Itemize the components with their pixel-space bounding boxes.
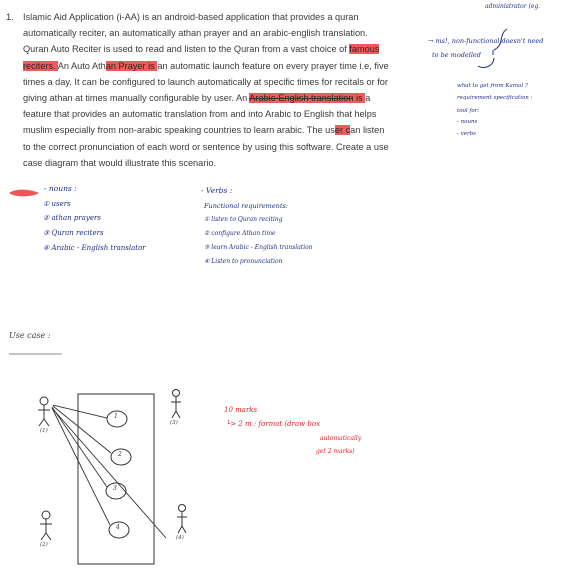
actor-1-label: (1) <box>40 428 48 434</box>
note-req-line1: what to get from Kamal ? <box>457 83 528 89</box>
highlighted-text: is <box>353 93 366 104</box>
use-case-3-label: 3 <box>113 485 117 492</box>
question-text-segment: case diagram that would illustrate this scenario. <box>23 157 217 168</box>
question-text-segment: automatically reciter, an automatically athan prayer and an arabic-english translation. <box>23 28 368 39</box>
noun-item-3: ③ Quran reciters <box>43 229 104 237</box>
verb-item-4: ④ Listen to pronunciation <box>204 258 283 265</box>
highlighted-text: Arabic-English translation <box>249 93 354 104</box>
verb-item-3: ③ learn Arabic - English translation <box>204 244 313 251</box>
note-actor-line1: → ms!, non-functional doesn't need <box>428 37 544 45</box>
verbs-subheading: Functional requirements: <box>204 202 289 210</box>
note-req-line2: requirement specification : <box>457 95 533 101</box>
use-case-2-label: 2 <box>118 451 122 458</box>
marks-line2: automatically <box>320 435 362 442</box>
use-case-4-label: 4 <box>116 524 120 531</box>
nouns-heading: - nouns : <box>44 184 77 193</box>
note-req-bullet1: - nouns <box>457 119 478 125</box>
question-text-segment: muslim especially from non-arabic speaking countries to learn arabic. The us <box>23 125 335 136</box>
question-text-segment: times a day. It can be configured to launch automatically at specific times for recitals or for <box>23 76 388 87</box>
question-text-segment: to the correct pronunciation of each word or sentence by using this software. Create a use <box>23 141 389 152</box>
question-text-segment: Islamic Aid Application (i-AA) is an android-based application that provides a quran <box>23 12 359 22</box>
marks-total: 10 marks <box>224 406 258 414</box>
actor-2-label: (2) <box>40 542 48 548</box>
association-lines <box>52 405 166 538</box>
actor-4-label: (4) <box>176 535 184 541</box>
marks-line3: get 2 marks) <box>316 448 355 455</box>
highlighted-text: an Prayer is <box>105 60 158 71</box>
question-number: 1. <box>6 12 14 22</box>
actor-4-figure <box>177 505 187 534</box>
noun-item-4: ④ Arabic - English translator <box>43 244 146 252</box>
use-case-1-label: 1 <box>114 413 118 420</box>
noun-item-2: ② athan prayers <box>43 214 101 222</box>
note-top-right: administrator (eg. <box>485 3 541 10</box>
use-case-label: Use case : <box>9 331 51 340</box>
question-text-segment: a <box>365 93 371 104</box>
note-actor-line2: to be modelled <box>432 51 481 59</box>
question-text-segment: An Auto Ath <box>57 60 106 71</box>
question-text-segment: feature that provides an automatic translation from and into Arabic to English that helps <box>23 109 377 120</box>
hook-mark <box>478 58 494 67</box>
question-text-segment: Quran Auto Reciter is used to read and listen to the Quran from a vast choice of <box>23 44 350 55</box>
verbs-heading: - Verbs : <box>201 186 233 195</box>
actor-2-figure <box>40 511 52 540</box>
question-text-segment: an listen <box>350 125 385 136</box>
question-text-segment: giving athan at times manually configurable by user. An <box>23 93 250 104</box>
actor-3-label: (3) <box>170 420 178 426</box>
note-req-line3: tool for: <box>457 108 480 114</box>
verb-item-2: ② configure Athan time <box>204 230 276 237</box>
note-req-bullet2: - verbs <box>457 131 476 137</box>
red-scribble-mark <box>9 190 39 197</box>
question-text-segment: an automatic launch feature on every prayer time i.e, five <box>157 60 389 71</box>
marks-line1: └> 2 m : format (draw box <box>226 420 321 428</box>
highlighted-text: famous <box>349 44 380 55</box>
actor-1-figure <box>38 397 50 426</box>
verb-item-1: ① listen to Quran reciting <box>204 216 283 223</box>
actor-3-figure <box>171 390 181 419</box>
noun-item-1: ① users <box>43 200 71 208</box>
highlighted-text: er c <box>334 125 351 136</box>
highlighted-text: reciters. <box>23 60 58 71</box>
